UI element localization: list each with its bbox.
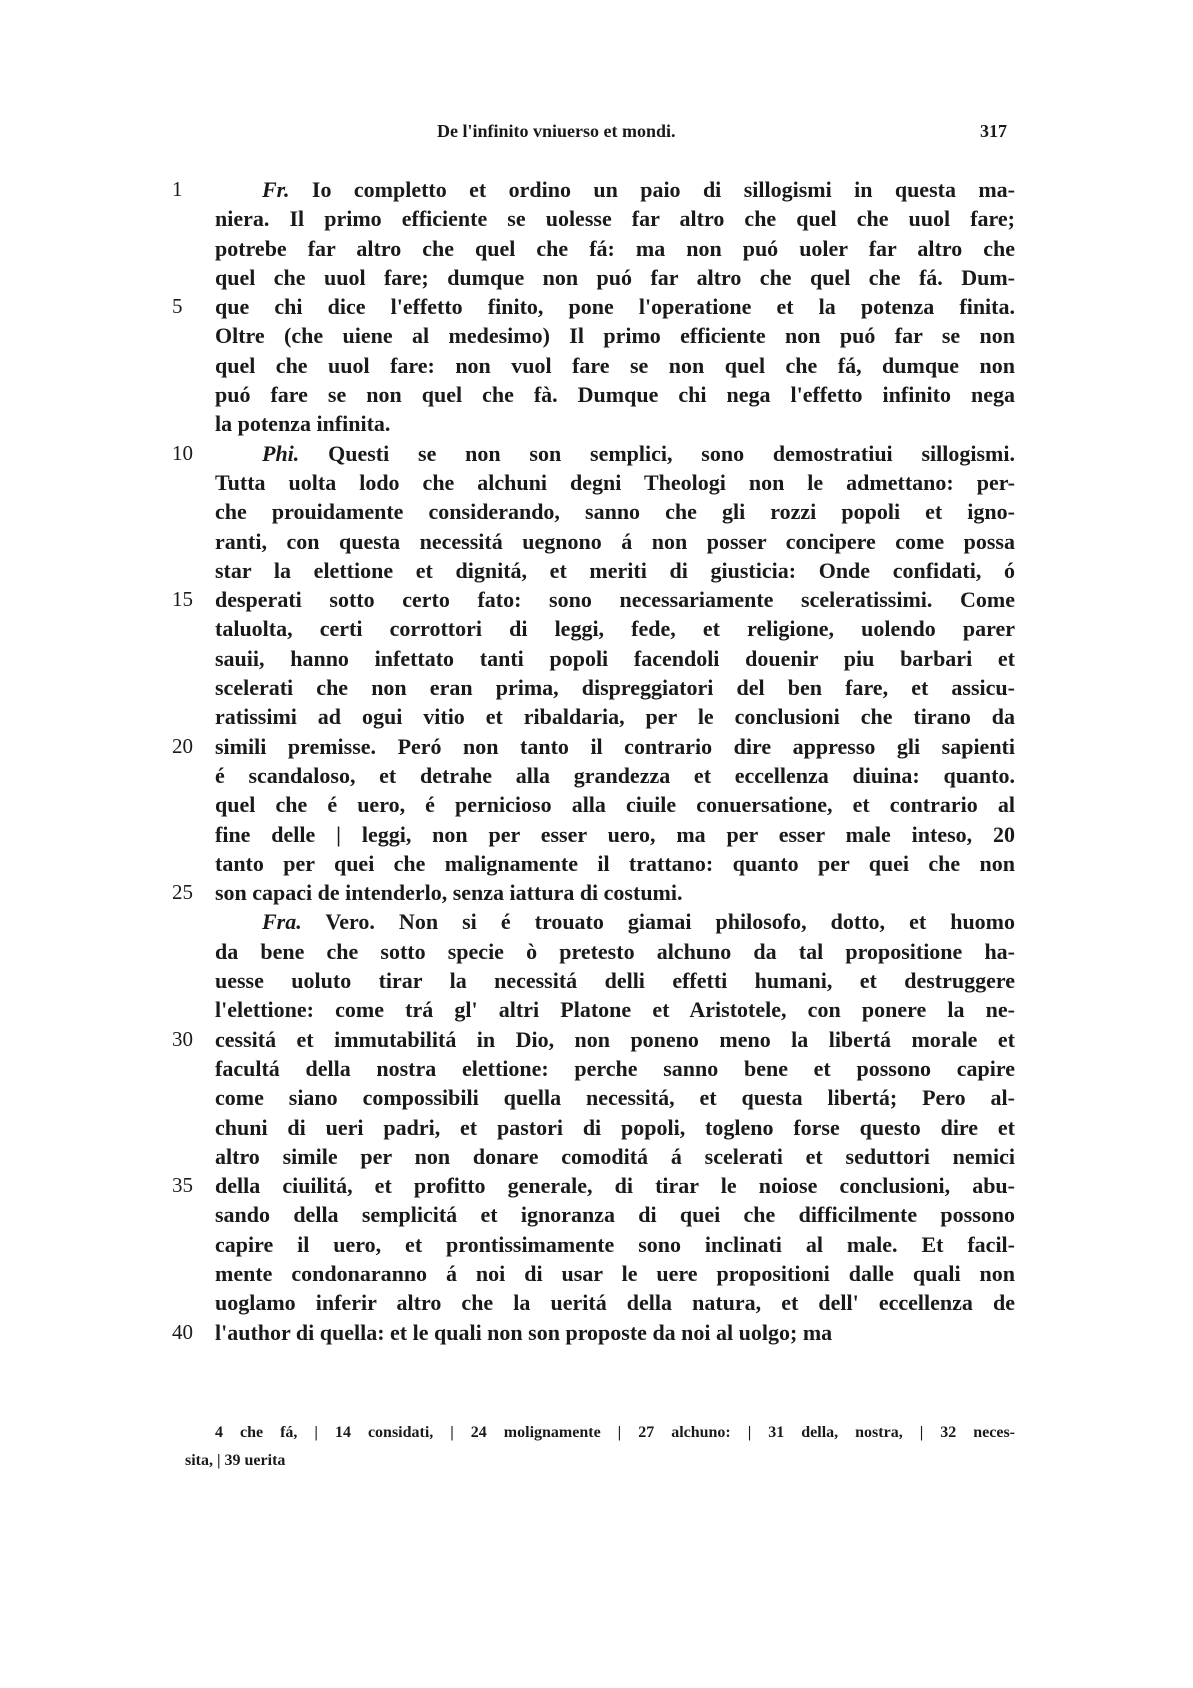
line-text xyxy=(215,644,1015,673)
line-body: come siano compossibili quella necessitá, et questa libertá; Pero al- xyxy=(215,1085,1015,1111)
line-body: capire il uero, et prontissimamente sono inclinati al male. Et facil- xyxy=(215,1231,1015,1257)
line-body: facultá della nostra elettione: perche sanno bene et possono capire xyxy=(215,1055,1015,1081)
text-line xyxy=(0,995,1193,1024)
line-body: chuni di ueri padri, et pastori di popoli, togleno forse questo dire et xyxy=(215,1114,1015,1140)
line-text xyxy=(262,175,1015,204)
line-number: 20 xyxy=(172,733,193,758)
text-line xyxy=(0,1083,1193,1112)
line-body: ratissimi ad ogui vitio et ribaldaria, per le conclusioni che tirano da xyxy=(215,704,1015,730)
line-text xyxy=(262,907,1015,936)
line-text xyxy=(262,439,1015,468)
text-line xyxy=(0,878,1193,907)
text-line xyxy=(0,1200,1193,1229)
line-body: niera. Il primo efficiente se uolesse far altro che quel che uuol fare; xyxy=(215,206,1015,232)
line-number: 40 xyxy=(172,1319,193,1344)
line-body: simili premisse. Peró non tanto il contrario dire appresso gli sapienti xyxy=(215,733,1015,759)
text-line xyxy=(0,966,1193,995)
line-number: 15 xyxy=(172,587,193,612)
line-number: 1 xyxy=(172,177,183,201)
line-text xyxy=(215,761,1015,790)
line-text xyxy=(215,292,1015,321)
text-line xyxy=(0,761,1193,790)
speaker-label: Phi. xyxy=(262,440,300,466)
line-text xyxy=(215,1142,1015,1171)
line-text xyxy=(215,820,1015,849)
line-text xyxy=(215,790,1015,819)
line-text xyxy=(215,556,1015,585)
line-text xyxy=(215,702,1015,731)
line-number: 10 xyxy=(172,440,193,465)
line-number: 25 xyxy=(172,880,193,905)
line-text xyxy=(215,1288,1015,1317)
text-line xyxy=(0,849,1193,878)
line-text xyxy=(215,1025,1015,1054)
line-body: uesse uoluto tirar la necessitá delli effetti humani, et destruggere xyxy=(215,968,1015,994)
line-text xyxy=(215,204,1015,233)
line-body: della ciuilitá, et profitto generale, di tirar le noiose conclusioni, abu- xyxy=(215,1173,1015,1199)
text-line xyxy=(0,497,1193,526)
text-line xyxy=(0,1142,1193,1171)
line-text xyxy=(215,673,1015,702)
line-text xyxy=(215,263,1015,292)
line-number: 30 xyxy=(172,1026,193,1051)
line-text xyxy=(215,614,1015,643)
speaker-label: Fra. xyxy=(262,909,302,935)
text-line xyxy=(0,732,1193,761)
page-header xyxy=(437,121,1017,151)
line-text xyxy=(215,409,1015,438)
line-text xyxy=(215,351,1015,380)
line-text xyxy=(215,1171,1015,1200)
line-body: fine delle | leggi, non per esser uero, ma per esser male inteso, 20 xyxy=(215,821,1015,847)
line-text xyxy=(215,995,1015,1024)
footnotes xyxy=(185,1419,1015,1475)
line-body: mente condonaranno á noi di usar le uere propositioni dalle quali non xyxy=(215,1260,1015,1286)
text-line xyxy=(0,644,1193,673)
line-body: é scandaloso, et detrahe alla grandezza et eccellenza diuina: quanto. xyxy=(215,762,1015,788)
line-text xyxy=(215,732,1015,761)
line-body: quel che uuol fare: non vuol fare se non quel che fá, dumque non xyxy=(215,352,1015,378)
line-number: 5 xyxy=(172,294,183,319)
line-number: 35 xyxy=(172,1173,193,1198)
text-line xyxy=(0,468,1193,497)
text-line xyxy=(0,527,1193,556)
line-body: quel che é uero, é pernicioso alla ciuile conuersatione, et contrario al xyxy=(215,792,1015,818)
text-line xyxy=(0,321,1193,350)
line-text xyxy=(215,1259,1015,1288)
text-line xyxy=(0,556,1193,585)
text-line xyxy=(0,614,1193,643)
line-text xyxy=(215,966,1015,995)
line-body: Vero. Non si é trouato giamai philosofo, dotto, et huomo xyxy=(301,909,1015,935)
line-body: Oltre (che uiene al medesimo) Il primo efficiente non puó far se non xyxy=(215,323,1015,349)
text-line xyxy=(0,175,1193,204)
text-line xyxy=(0,263,1193,292)
line-text xyxy=(215,497,1015,526)
text-line xyxy=(0,439,1193,468)
text-line xyxy=(0,1025,1193,1054)
line-body: scelerati che non eran prima, dispreggiatori del ben fare, et assicu- xyxy=(215,675,1015,701)
line-body: taluolta, certi corrottori di leggi, fede, et religione, uolendo parer xyxy=(215,616,1015,642)
text-line xyxy=(0,1171,1193,1200)
line-body: sando della semplicitá et ignoranza di quei che difficilmente possono xyxy=(215,1202,1015,1228)
text-line xyxy=(0,585,1193,614)
line-body: tanto per quei che malignamente il trattano: quanto per quei che non xyxy=(215,850,1015,876)
line-body: son capaci de intenderlo, senza iattura di costumi. xyxy=(215,880,683,906)
line-body: que chi dice l'effetto finito, pone l'operatione et la potenza finita. xyxy=(215,294,1015,320)
line-body: la potenza infinita. xyxy=(215,411,391,437)
line-text xyxy=(215,527,1015,556)
line-body: Tutta uolta lodo che alchuni degni Theologi non le admettano: per- xyxy=(215,469,1015,495)
speaker-label: Fr. xyxy=(262,177,290,202)
line-body: quel che uuol fare; dumque non puó far altro che quel che fá. Dum- xyxy=(215,264,1015,290)
footnote-line: sita, | 39 uerita xyxy=(185,1452,286,1469)
line-text xyxy=(215,878,1015,907)
line-body: uoglamo inferir altro che la ueritá della natura, et dell' eccellenza de xyxy=(215,1290,1015,1316)
text-line xyxy=(0,673,1193,702)
line-text xyxy=(215,321,1015,350)
text-line xyxy=(0,234,1193,263)
line-text xyxy=(215,234,1015,263)
line-text xyxy=(215,1318,1015,1347)
line-body: potrebe far altro che quel che fá: ma non puó uoler far altro che xyxy=(215,235,1015,261)
text-line xyxy=(0,380,1193,409)
text-line xyxy=(0,351,1193,380)
line-text xyxy=(215,585,1015,614)
line-body: che prouidamente considerando, sanno che gli rozzi popoli et igno- xyxy=(215,499,1015,525)
text-line xyxy=(0,1318,1193,1347)
running-title: De l'infinito vniuerso et mondi. xyxy=(437,121,676,141)
text-line xyxy=(0,1230,1193,1259)
line-body: da bene che sotto specie ò pretesto alchuno da tal propositione ha- xyxy=(215,938,1015,964)
footnote-line: 4 che fá, | 14 considati, | 24 molignamente | 27 alchuno: | 31 della, nostra, | 32 neces- xyxy=(215,1424,1015,1441)
text-line xyxy=(0,1113,1193,1142)
text-line xyxy=(0,1288,1193,1317)
line-body: star la elettione et dignitá, et meriti di giusticia: Onde confidati, ó xyxy=(215,557,1015,583)
line-body: ranti, con questa necessitá uegnono á non posser concipere come possa xyxy=(215,528,1015,554)
line-body: puó fare se non quel che fà. Dumque chi nega l'effetto infinito nega xyxy=(215,382,1015,408)
text-line xyxy=(0,937,1193,966)
text-line xyxy=(0,292,1193,321)
text-line xyxy=(0,409,1193,438)
line-body: l'elettione: come trá gl' altri Platone et Aristotele, con ponere la ne- xyxy=(215,997,1015,1023)
line-body: sauii, hanno infettato tanti popoli facendoli douenir piu barbari et xyxy=(215,645,1015,671)
line-text xyxy=(215,1230,1015,1259)
line-text xyxy=(215,1113,1015,1142)
line-body: cessitá et immutabilitá in Dio, non poneno meno la libertá morale et xyxy=(215,1026,1015,1052)
text-line xyxy=(0,790,1193,819)
line-text xyxy=(215,1200,1015,1229)
line-body: l'author di quella: et le quali non son proposte da noi al uolgo; ma xyxy=(215,1319,833,1345)
line-text xyxy=(215,849,1015,878)
text-line xyxy=(0,1054,1193,1083)
line-text xyxy=(215,380,1015,409)
text-line xyxy=(0,907,1193,936)
line-text xyxy=(215,1054,1015,1083)
text-line xyxy=(0,204,1193,233)
text-line xyxy=(0,1259,1193,1288)
line-text xyxy=(215,1083,1015,1112)
text-line xyxy=(0,702,1193,731)
page-number: 317 xyxy=(980,121,1007,141)
line-text xyxy=(215,937,1015,966)
line-body: Io completto et ordino un paio di sillogismi in questa ma- xyxy=(289,177,1015,202)
text-line xyxy=(0,820,1193,849)
line-body: altro simile per non donare comoditá á scelerati et seduttori nemici xyxy=(215,1143,1015,1169)
body-text xyxy=(0,175,1193,1347)
line-body: desperati sotto certo fato: sono necessariamente sceleratissimi. Come xyxy=(215,587,1015,613)
line-text xyxy=(215,468,1015,497)
line-body: Questi se non son semplici, sono demostratiui sillogismi. xyxy=(299,440,1015,466)
